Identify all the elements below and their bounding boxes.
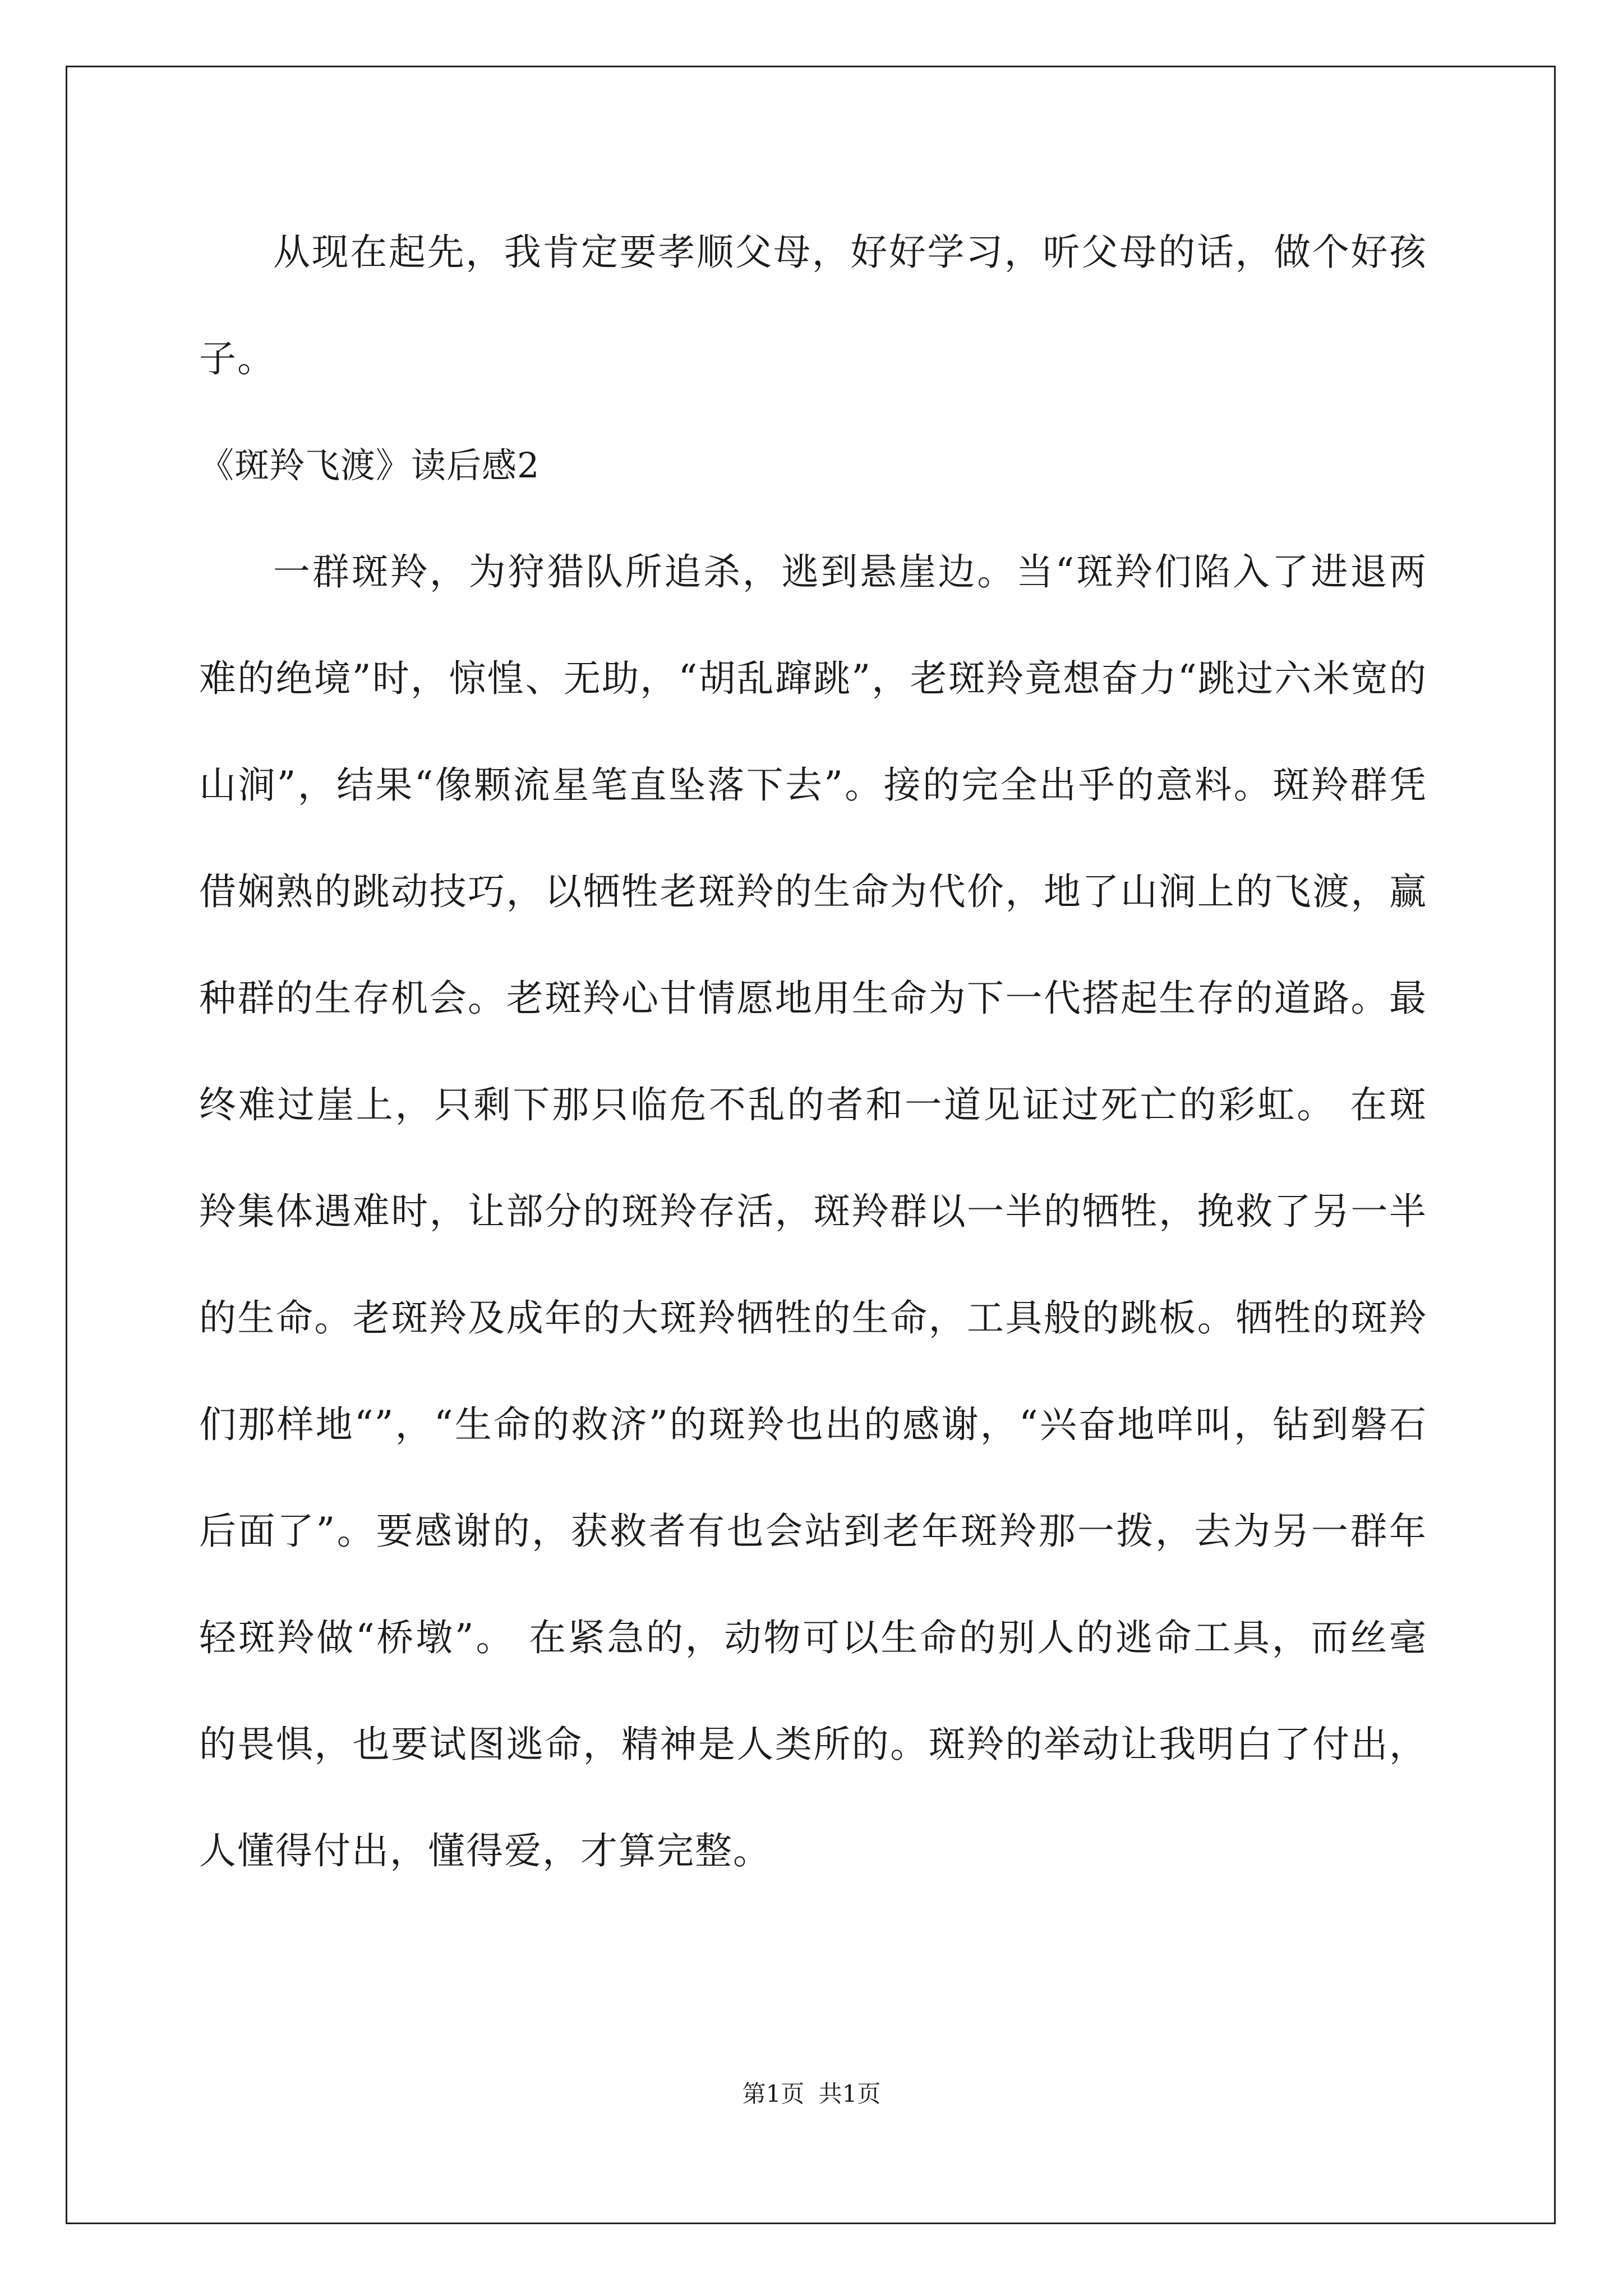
page-number: 第1页: [742, 2080, 805, 2108]
page-footer: [0, 2076, 1623, 2109]
section-heading: 《斑羚飞渡》读后感2: [199, 445, 540, 486]
page-total: 共1页: [818, 2080, 881, 2108]
paragraph-essay: 一群斑羚，为狩猎队所追杀，逃到悬崖边。当“斑羚们陷入了进退两难的绝境”时，惊惶、无助，“胡乱蹿跳”，老斑羚竟想奋力“跳过六米宽的山涧”，结果“像颗流星笔直坠落下去”。接的完全出乎的意料。斑羚群凭借娴熟的跳动技巧，以牺牲老斑羚的生命为代价，地了山涧上的飞渡，赢种群的生存机会。老斑羚心甘情愿地用生命为下一代搭起生存的道路。最终难过崖上，只剩下那只临危不乱的者和一道见证过死亡的彩虹。 在斑羚集体遇难时，让部分的斑羚存活，斑羚群以一半的牺牲，挽救了另一半的生命。老斑羚及成年的大斑羚牺牲的生命，工具般的跳板。牺牲的斑羚们那样地“”，“生命的救济”的斑羚也出的感谢，“兴奋地咩叫，钻到磐石后面了”。要感谢的，获救者有也会站到老年斑羚那一拨，去为另一群年轻斑羚做“桥墩”。 在紧急的，动物可以生命的别人的逃命工具，而丝毫的畏惧，也要试图逃命，精神是人类所的。斑羚的举动让我明白了付出，人懂得付出，懂得爱，才算完整。: [199, 550, 1427, 1872]
document-body: [199, 199, 1427, 1904]
paragraph-intro: 从现在起先，我肯定要孝顺父母，好好学习，听父母的话，做个好孩子。: [199, 231, 1427, 380]
